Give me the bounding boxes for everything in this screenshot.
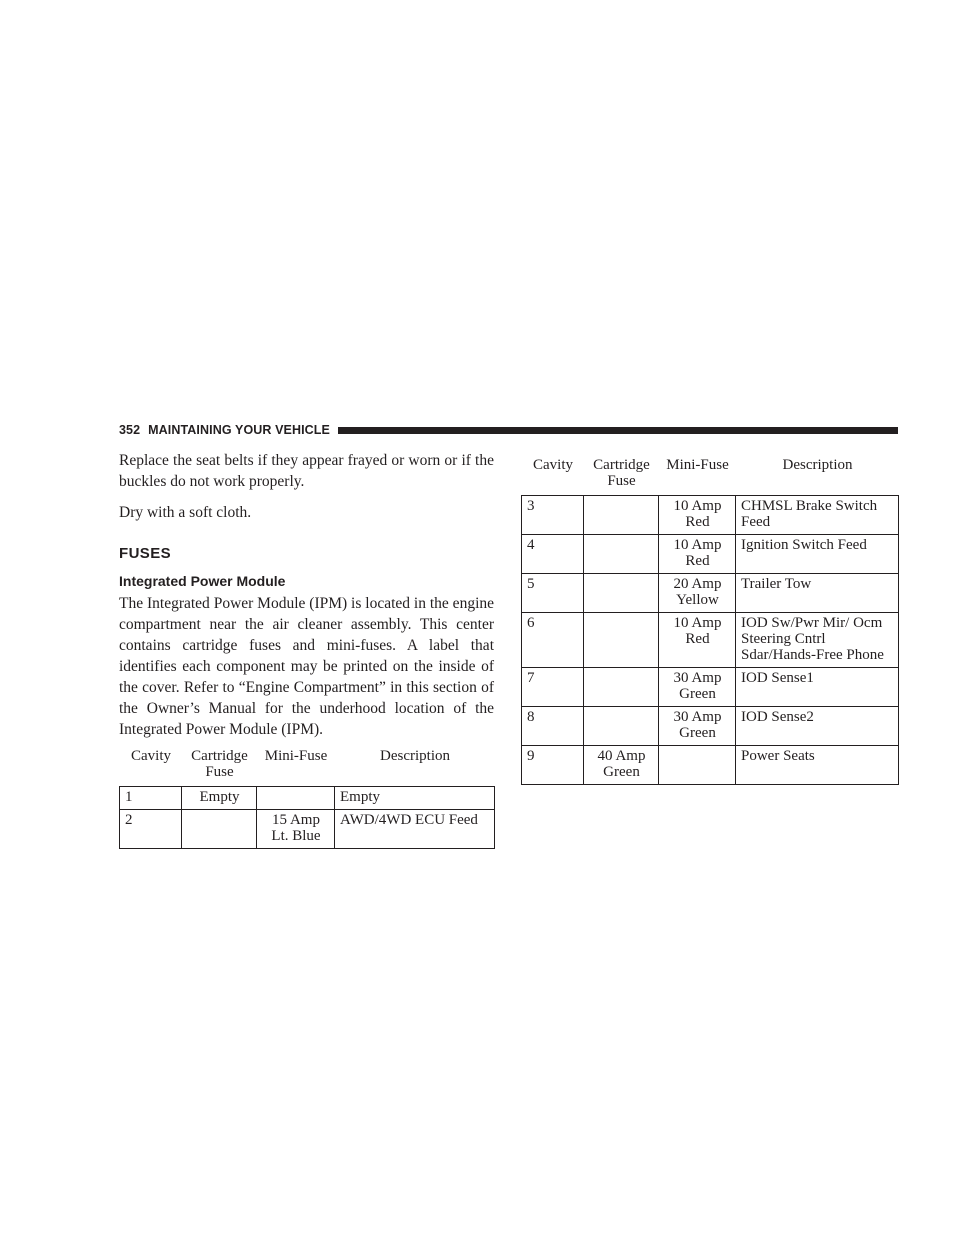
mini-fuse-cell: 10 Amp Red xyxy=(659,535,736,574)
cartridge-fuse-cell xyxy=(182,810,257,849)
description-cell: Empty xyxy=(335,787,495,810)
table-header-row xyxy=(522,453,899,496)
mini-fuse-header: Mini-Fuse xyxy=(257,744,335,787)
description-cell: Trailer Tow xyxy=(736,574,899,613)
table-header-row xyxy=(120,744,495,787)
table-row xyxy=(120,787,495,810)
table-row xyxy=(120,810,495,849)
cartridge-fuse-header: Cartridge Fuse xyxy=(182,744,257,787)
cavity-cell: 9 xyxy=(522,746,584,785)
description-cell: IOD Sw/Pwr Mir/ Ocm Steering Cntrl Sdar/Hands-Free Phone xyxy=(736,613,899,668)
table-row xyxy=(522,707,899,746)
right-column xyxy=(521,453,898,785)
table-row xyxy=(522,535,899,574)
cartridge-fuse-cell xyxy=(584,707,659,746)
cartridge-fuse-cell xyxy=(584,574,659,613)
description-header: Description xyxy=(335,744,495,787)
cavity-cell: 1 xyxy=(120,787,182,810)
mini-fuse-header: Mini-Fuse xyxy=(659,453,736,496)
cavity-cell: 7 xyxy=(522,668,584,707)
description-cell: IOD Sense1 xyxy=(736,668,899,707)
mini-fuse-cell: 15 Amp Lt. Blue xyxy=(257,810,335,849)
cartridge-fuse-cell xyxy=(584,535,659,574)
cavity-cell: 2 xyxy=(120,810,182,849)
description-cell: Ignition Switch Feed xyxy=(736,535,899,574)
mini-fuse-cell: 30 Amp Green xyxy=(659,707,736,746)
cavity-cell: 6 xyxy=(522,613,584,668)
table-row xyxy=(522,574,899,613)
table-row xyxy=(522,668,899,707)
cavity-cell: 5 xyxy=(522,574,584,613)
fuse-table-right xyxy=(521,453,899,785)
description-cell: AWD/4WD ECU Feed xyxy=(335,810,495,849)
seat-belt-paragraph: Replace the seat belts if they appear frayed or worn or if the buckles do not work properly. xyxy=(119,452,494,490)
cavity-cell: 3 xyxy=(522,496,584,535)
table-row xyxy=(522,746,899,785)
cartridge-fuse-cell xyxy=(584,668,659,707)
section-title: MAINTAINING YOUR VEHICLE xyxy=(148,423,330,437)
table-row xyxy=(522,496,899,535)
cavity-header: Cavity xyxy=(120,744,182,787)
table-row xyxy=(522,613,899,668)
description-header: Description xyxy=(736,453,899,496)
cavity-header: Cavity xyxy=(522,453,584,496)
ipm-paragraph: The Integrated Power Module (IPM) is located in the engine compartment near the air cleaner assembly. This center contains cartridge fuses and mini-fuses. A label that identifies each component may be printed on the inside of the cover. Refer to “Engine Compartment” in this section of the Owner’s Manual for the underhood location of the Integrated Power Module (IPM). xyxy=(119,595,494,738)
fuse-table-left xyxy=(119,744,495,849)
fuses-heading: FUSES xyxy=(119,545,172,562)
mini-fuse-cell xyxy=(257,787,335,810)
description-cell: CHMSL Brake Switch Feed xyxy=(736,496,899,535)
ipm-subheading: Integrated Power Module xyxy=(119,573,286,589)
left-column xyxy=(119,450,494,849)
mini-fuse-cell xyxy=(659,746,736,785)
cartridge-fuse-header: Cartridge Fuse xyxy=(584,453,659,496)
cavity-cell: 8 xyxy=(522,707,584,746)
cartridge-fuse-cell: Empty xyxy=(182,787,257,810)
running-head xyxy=(119,423,330,437)
cartridge-fuse-cell: 40 Amp Green xyxy=(584,746,659,785)
mini-fuse-cell: 30 Amp Green xyxy=(659,668,736,707)
page-number: 352 xyxy=(119,423,141,437)
mini-fuse-cell: 10 Amp Red xyxy=(659,613,736,668)
description-cell: IOD Sense2 xyxy=(736,707,899,746)
header-rule xyxy=(338,427,898,434)
mini-fuse-cell: 20 Amp Yellow xyxy=(659,574,736,613)
cartridge-fuse-cell xyxy=(584,496,659,535)
page-header xyxy=(119,422,898,438)
cartridge-fuse-cell xyxy=(584,613,659,668)
description-cell: Power Seats xyxy=(736,746,899,785)
dry-paragraph: Dry with a soft cloth. xyxy=(119,504,252,521)
mini-fuse-cell: 10 Amp Red xyxy=(659,496,736,535)
cavity-cell: 4 xyxy=(522,535,584,574)
